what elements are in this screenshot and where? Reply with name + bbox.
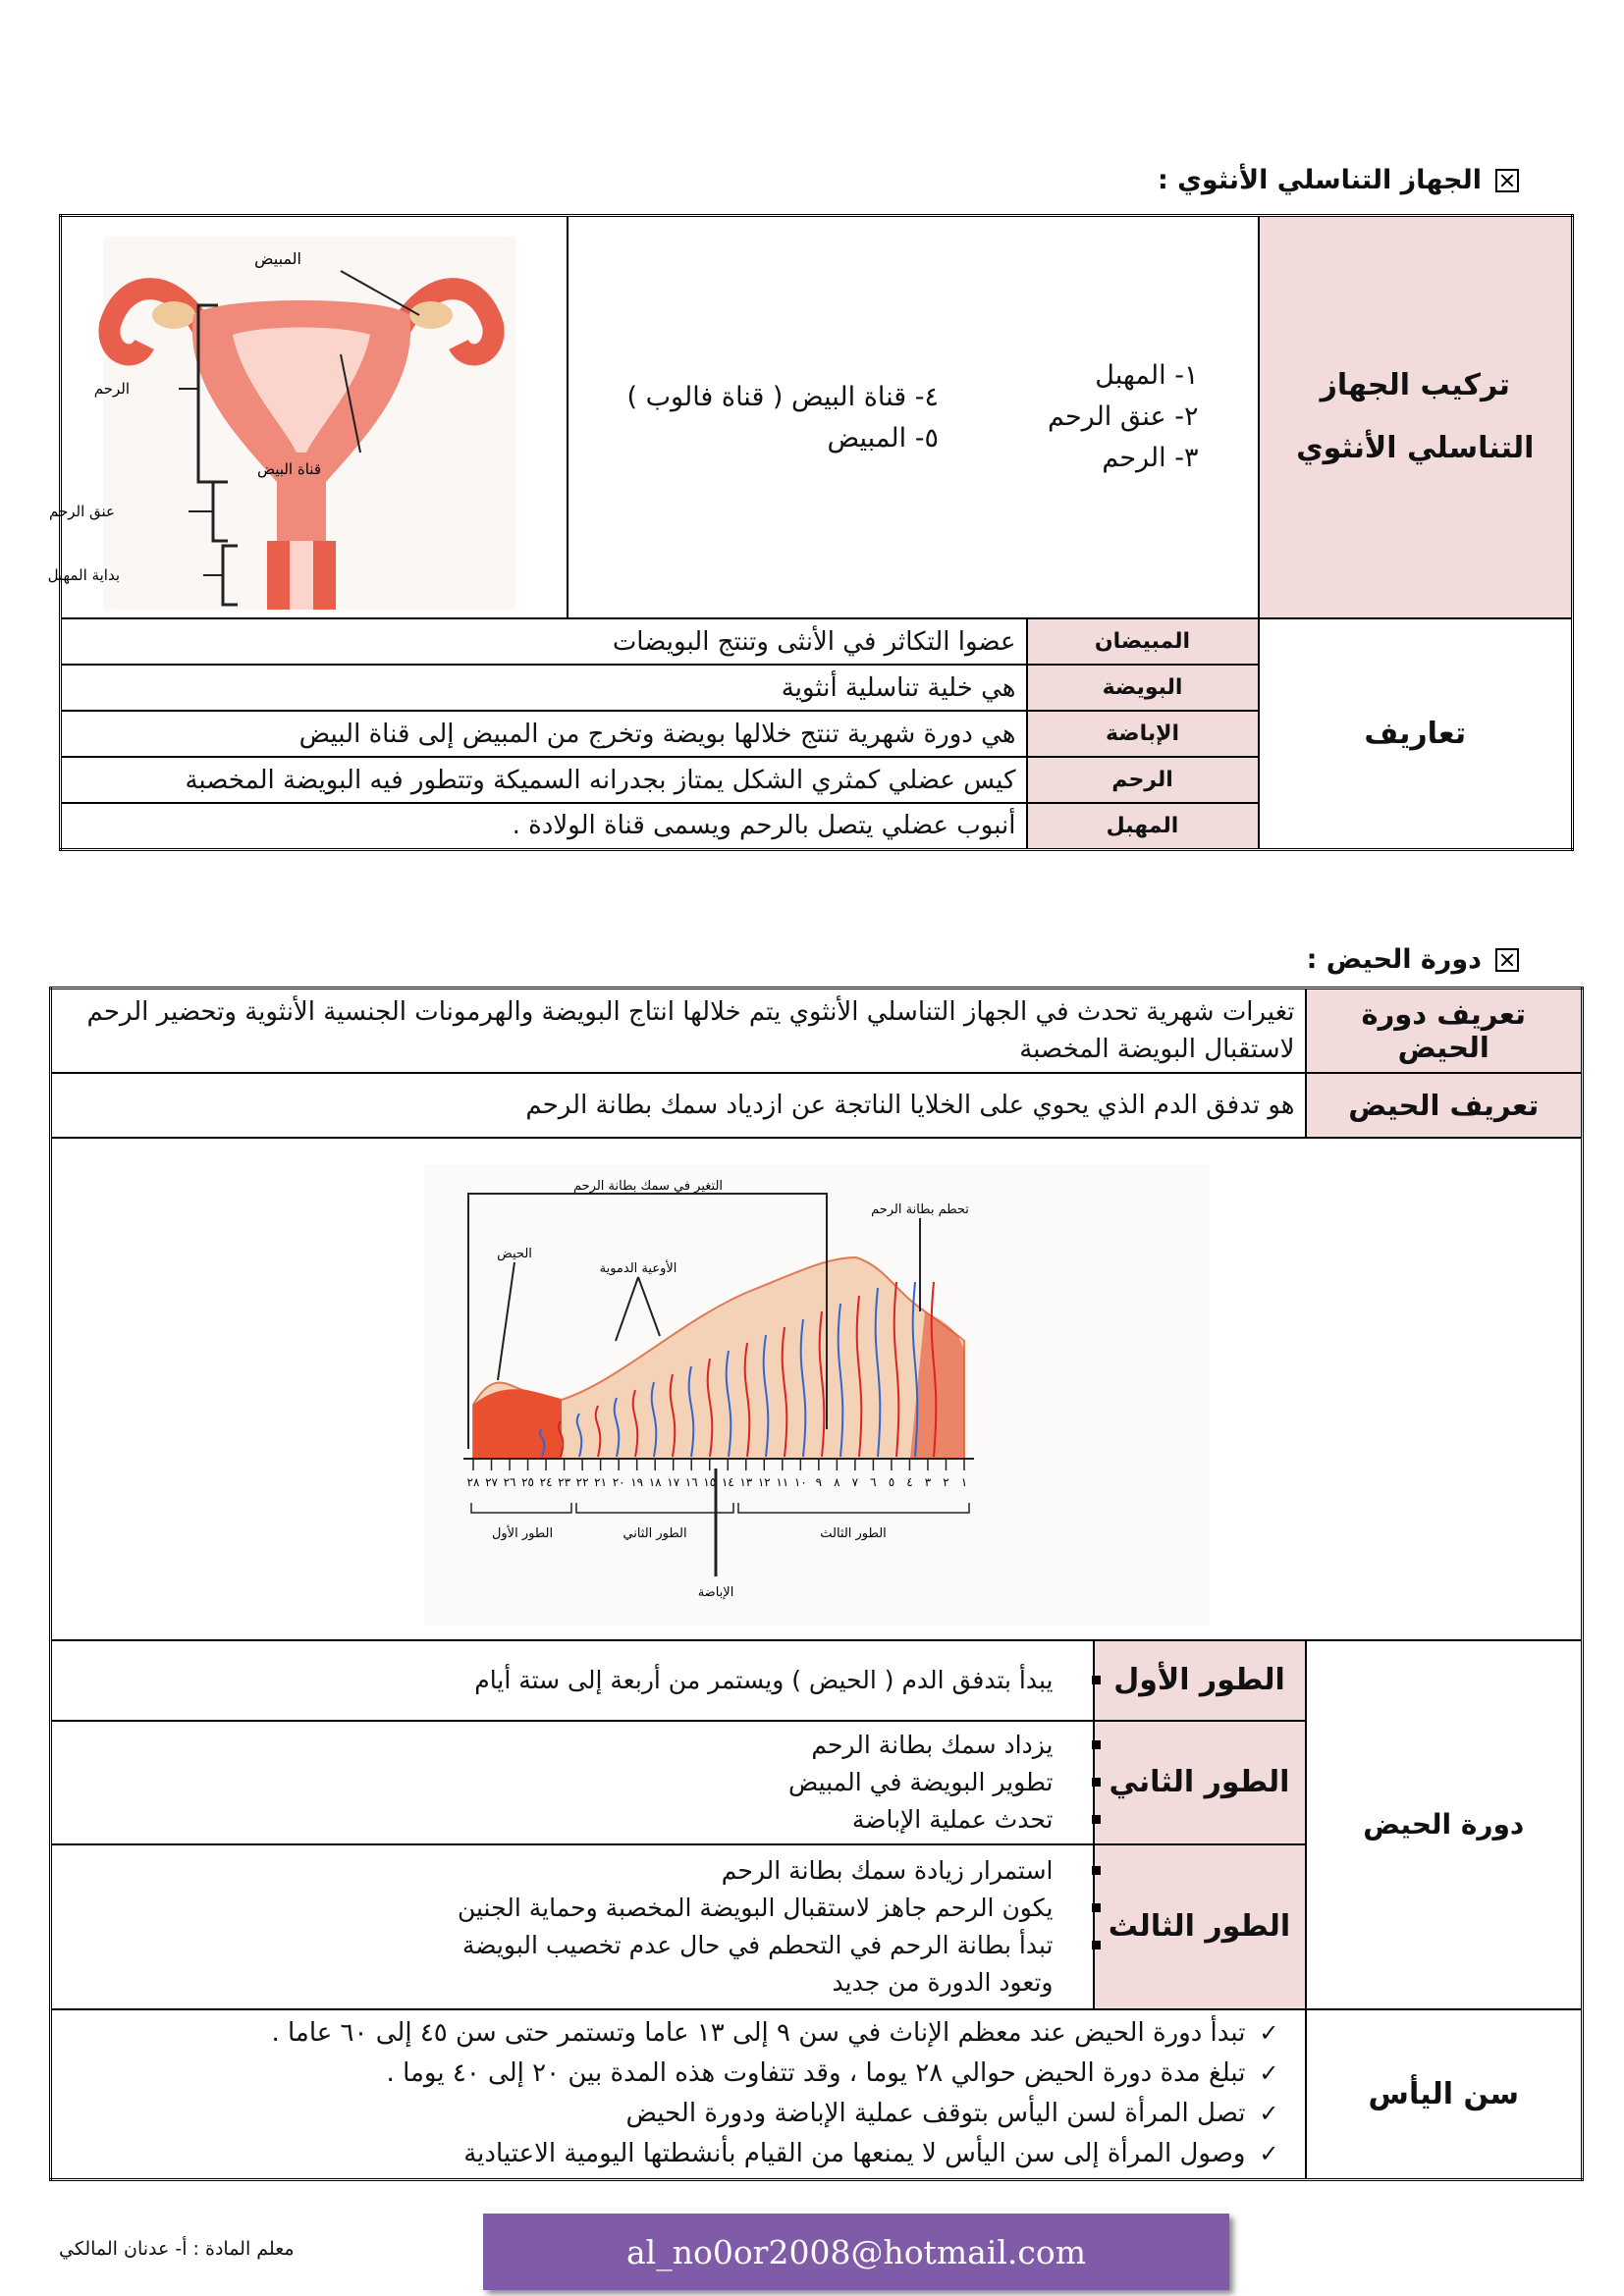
- menopause-item: ✓ تصل المرأة لسن اليأس بتوقف عملية الإباضة ودورة الحيض: [62, 2094, 1246, 2134]
- day-label: ١٥: [702, 1474, 716, 1489]
- cycle-figure-cell: [51, 1138, 1583, 1640]
- term-cell: البويضة: [1027, 665, 1259, 711]
- day-label: ١١: [775, 1474, 788, 1489]
- section2-title: دورة الحيض :: [1306, 944, 1482, 975]
- part-item: ٥- المبيض: [827, 423, 940, 454]
- phase2-label: الطور الثاني: [622, 1525, 687, 1541]
- section1-title: الجهاز التناسلي الأنثوي :: [1157, 165, 1482, 195]
- day-label: ١٩: [629, 1474, 643, 1489]
- phase1-label: الطور الأول: [491, 1525, 553, 1541]
- bullet: استمرار زيادة سمك بطانة الرحم: [62, 1852, 1054, 1890]
- definitions-label: تعاريف: [1259, 618, 1573, 849]
- parts-list: [568, 216, 1259, 619]
- day-label: ٨: [833, 1474, 840, 1489]
- section1-title-row: [1158, 165, 1519, 195]
- cycle-def-label: تعريف دورة الحيض: [1306, 988, 1583, 1073]
- day-label: ١: [960, 1474, 967, 1489]
- menopause-item: ✓ وصول المرأة إلى سن اليأس لا يمنعها من القيام بأنشطتها اليومية الاعتيادية: [62, 2134, 1246, 2174]
- day-label: ٢٦: [503, 1474, 515, 1489]
- menses-def-text: هو تدفق الدم الذي يحوي على الخلايا الناتجة عن ازدياد سمك بطانة الرحم: [51, 1073, 1306, 1138]
- part-item: ١- المهبل: [1095, 360, 1199, 391]
- reproductive-diagram-cell: [47, 216, 568, 619]
- phase-name: الطور الثاني: [1094, 1721, 1306, 1844]
- day-label: ١٦: [684, 1474, 698, 1489]
- part-item: ٣- الرحم: [1102, 443, 1199, 473]
- day-label: ١٤: [721, 1474, 734, 1489]
- term-cell: المبيضان: [1027, 618, 1259, 665]
- definition-text: أنبوب عضلي يتصل بالرحم ويسمى قناة الولادة .: [61, 803, 1027, 849]
- checkbox-x-icon: [1495, 169, 1519, 192]
- vessels-label: الأوعية الدموية: [599, 1260, 677, 1276]
- day-label: ٢٨: [466, 1474, 479, 1489]
- day-label: ٢٣: [557, 1474, 570, 1489]
- menstrual-cycle-table: [49, 987, 1584, 2181]
- day-label: ٥: [888, 1474, 894, 1489]
- structure-label: تركيب الجهاز التناسلي الأنثوي: [1259, 216, 1573, 619]
- thickness-label: التغير في سمك بطانة الرحم: [572, 1178, 723, 1194]
- phase-name: الطور الأول: [1094, 1640, 1306, 1721]
- day-label: ١٨: [648, 1474, 662, 1489]
- teacher-credit: معلم المادة : أ- عدنان المالكي: [59, 2238, 295, 2260]
- label-vagina: بداية المهبل: [47, 566, 120, 584]
- bullet: تحدث عملية الإباضة: [62, 1801, 1054, 1839]
- label-fallopian: قناة البيض: [256, 460, 321, 478]
- label-cervix: عنق الرحم: [48, 503, 115, 520]
- day-label: ١٧: [666, 1474, 679, 1489]
- menses-label: الحيض: [496, 1246, 532, 1261]
- menopause-item: ✓ تبدأ دورة الحيض عند معظم الإناث في سن ٩ إلى ١٣ عاما وتستمر حتى سن ٤٥ إلى ٦٠ عاما .: [62, 2013, 1246, 2054]
- checkbox-x-icon: [1495, 948, 1519, 972]
- bullet: تطوير البويضة في المبيض: [62, 1764, 1054, 1801]
- reproductive-system-table: [47, 214, 1574, 851]
- cycle-figure: [424, 1164, 1210, 1626]
- day-label: ٢٧: [484, 1474, 498, 1489]
- day-label: ٣: [924, 1474, 931, 1489]
- phase-bullets: [51, 1640, 1094, 1721]
- day-label: ٢٤: [539, 1474, 553, 1489]
- day-label: ٢١: [593, 1474, 607, 1489]
- bullet: يزداد سمك بطانة الرحم: [62, 1727, 1054, 1764]
- label-uterus: الرحم: [93, 380, 130, 398]
- menopause-label: سن اليأس: [1306, 2009, 1583, 2180]
- section2-title-row: [1307, 944, 1519, 975]
- ovulation-label: الإباضة: [697, 1584, 733, 1600]
- term-cell: الرحم: [1027, 757, 1259, 803]
- definition-text: هي دورة شهرية تنتج خلالها بويضة وتخرج من المبيض إلى قناة البيض: [61, 711, 1027, 757]
- day-label: ٩: [815, 1474, 822, 1489]
- day-label: ٢٠: [612, 1474, 625, 1489]
- term-cell: الإباضة: [1027, 711, 1259, 757]
- parts-col2: [627, 355, 940, 479]
- email-banner: al_no0or2008@hotmail.com: [483, 2214, 1229, 2290]
- definition-text: هي خلية تناسلية أنثوية: [61, 665, 1027, 711]
- day-label: ١٢: [757, 1474, 771, 1489]
- part-item: ٢- عنق الرحم: [1048, 401, 1199, 432]
- phase-bullets: [51, 1721, 1094, 1844]
- menses-def-label: تعريف الحيض: [1306, 1073, 1583, 1138]
- label-ovary: المبيض: [253, 249, 301, 268]
- day-label: ١٠: [793, 1474, 807, 1489]
- cycle-label: دورة الحيض: [1306, 1640, 1583, 2009]
- menopause-item: ✓ تبلغ مدة دورة الحيض حوالي ٢٨ يوما ، وقد تتفاوت هذه المدة بين ٢٠ إلى ٤٠ يوما .: [62, 2054, 1246, 2094]
- day-label: ٦: [869, 1474, 877, 1489]
- phase-name: الطور الثالث: [1094, 1844, 1306, 2009]
- term-cell: المهبل: [1027, 803, 1259, 849]
- part-item: ٤- قناة البيض ( قناة فالوب ): [626, 382, 940, 412]
- parts-col1: [1048, 355, 1198, 479]
- day-label: ٤: [905, 1474, 913, 1489]
- bullet: تبدأ بطانة الرحم في التحطم في حال عدم تخصيب البويضة وتعود الدورة من جديد: [415, 1927, 1054, 2002]
- day-label: ٢: [942, 1474, 949, 1489]
- bullet: يكون الرحم جاهز لاستقبال البويضة المخصبة وحماية الجنين: [62, 1890, 1054, 1927]
- bullet: يبدأ بتدفق الدم ( الحيض ) ويستمر من أربعة إلى ستة أيام: [62, 1662, 1054, 1699]
- phase3-label: الطور الثالث: [819, 1525, 887, 1541]
- breakdown-label: تحطم بطانة الرحم: [870, 1201, 969, 1217]
- menopause-list: [51, 2009, 1306, 2180]
- day-label: ٢٢: [575, 1474, 589, 1489]
- definition-text: عضوا التكاثر في الأنثى وتنتج البويضات: [61, 618, 1027, 665]
- definition-text: كيس عضلي كمثري الشكل يمتاز بجدرانه السميكة وتتطور فيه البويضة المخصبة: [61, 757, 1027, 803]
- day-label: ١٣: [738, 1474, 752, 1489]
- day-label: ٧: [851, 1474, 858, 1489]
- phase-bullets: [51, 1844, 1094, 2009]
- uterus-diagram: [47, 217, 567, 614]
- cycle-def-text: تغيرات شهرية تحدث في الجهاز التناسلي الأنثوي يتم خلالها انتاج البويضة والهرمونات الجنسية الأنثوية وتحضير الرحم لاستقبال البويضة المخصبة: [51, 988, 1306, 1073]
- day-label: ٢٥: [520, 1474, 534, 1489]
